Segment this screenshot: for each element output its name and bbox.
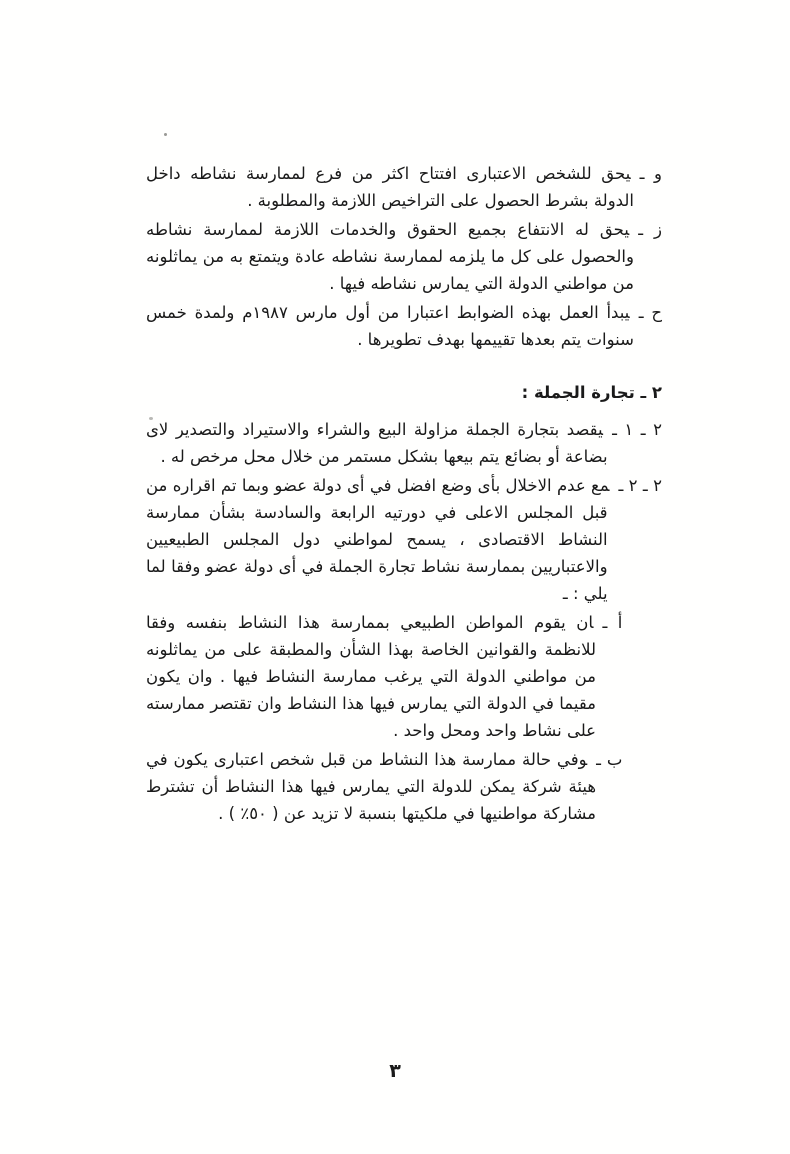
scan-artifact-dot: [164, 133, 167, 136]
item-text: يبدأ العمل بهذه الضوابط اعتبارا من أول مارس ١٩٨٧م ولمدة خمس سنوات يتم بعدها تقييمها بهدف تطويرها .: [146, 303, 634, 349]
item-marker: ب ـ: [596, 750, 623, 769]
item-marker: ٢ ـ ٢ ـ: [618, 476, 663, 495]
item-marker: أ ـ: [602, 613, 623, 632]
item-marker: ٢ ـ ١ ـ: [612, 420, 662, 439]
item-text: ان يقوم المواطن الطبيعي بممارسة هذا النشاط بنفسه وفقا للانظمة والقوانين الخاصة بهذا الشأن والمطبقة على من يماثلونه من مواطني الدولة التي يرغب ممارسة النشاط فيها . وان يكون مقيما في الدولة التي يمارس فيها هذا النشاط وان تقتصر ممارسته على نشاط واحد ومحل واحد .: [146, 613, 597, 740]
list-item-waw: [146, 160, 662, 214]
list-item-zay: [146, 216, 662, 297]
page-body-text: [146, 160, 662, 829]
item-text: يحق للشخص الاعتبارى افتتاح اكثر من فرع لممارسة نشاطه داخل الدولة بشرط الحصول على التراخيص اللازمة والمطلوبة .: [146, 164, 634, 210]
list-item-hha: [146, 299, 662, 353]
item-text: وفي حالة ممارسة هذا النشاط من قبل شخص اعتبارى يكون في هيئة شركة يمكن للدولة التي يمارس فيها هذا النشاط أن تشترط مشاركة مواطنيها في ملكيتها بنسبة لا تزيد عن ( ٥٠٪ ) .: [146, 750, 597, 823]
item-text: يحق له الانتفاع بجميع الحقوق والخدمات اللازمة لممارسة نشاطه والحصول على كل ما يلزمه لممارسة نشاطه عادة ويتمتع به من يماثلونه من مواطني الدولة التي يمارس نشاطه فيها .: [146, 220, 634, 293]
list-item-2-2: [146, 472, 662, 607]
item-marker: ح ـ: [638, 303, 663, 322]
item-marker: ز ـ: [638, 220, 662, 239]
page-number: ٣: [389, 1060, 401, 1082]
sub-item-ba: [146, 746, 622, 827]
list-item-2-1: [146, 416, 662, 470]
item-text: يقصد بتجارة الجملة مزاولة البيع والشراء والاستيراد والتصدير لاى بضاعة أو بضائع يتم بيعها بشكل مستمر من خلال محل مرخص له .: [146, 420, 608, 466]
sub-item-alif: [146, 609, 622, 744]
item-marker: و ـ: [639, 164, 662, 183]
section-heading: ٢ ـ تجارة الجملة :: [521, 383, 662, 402]
item-text: مع عدم الاخلال بأى وضع افضل في أى دولة عضو وبما تم اقراره من قبل المجلس الاعلى في دورتيه الرابعة والسادسة بشأن ممارسة النشاط الاقتصادى ، يسمح لمواطني دول المجلس الطبيعيين والاعتباريين بممارسة نشاط تجارة الجملة في أى دولة عضو وفقا لما يلي : ـ: [146, 476, 610, 603]
